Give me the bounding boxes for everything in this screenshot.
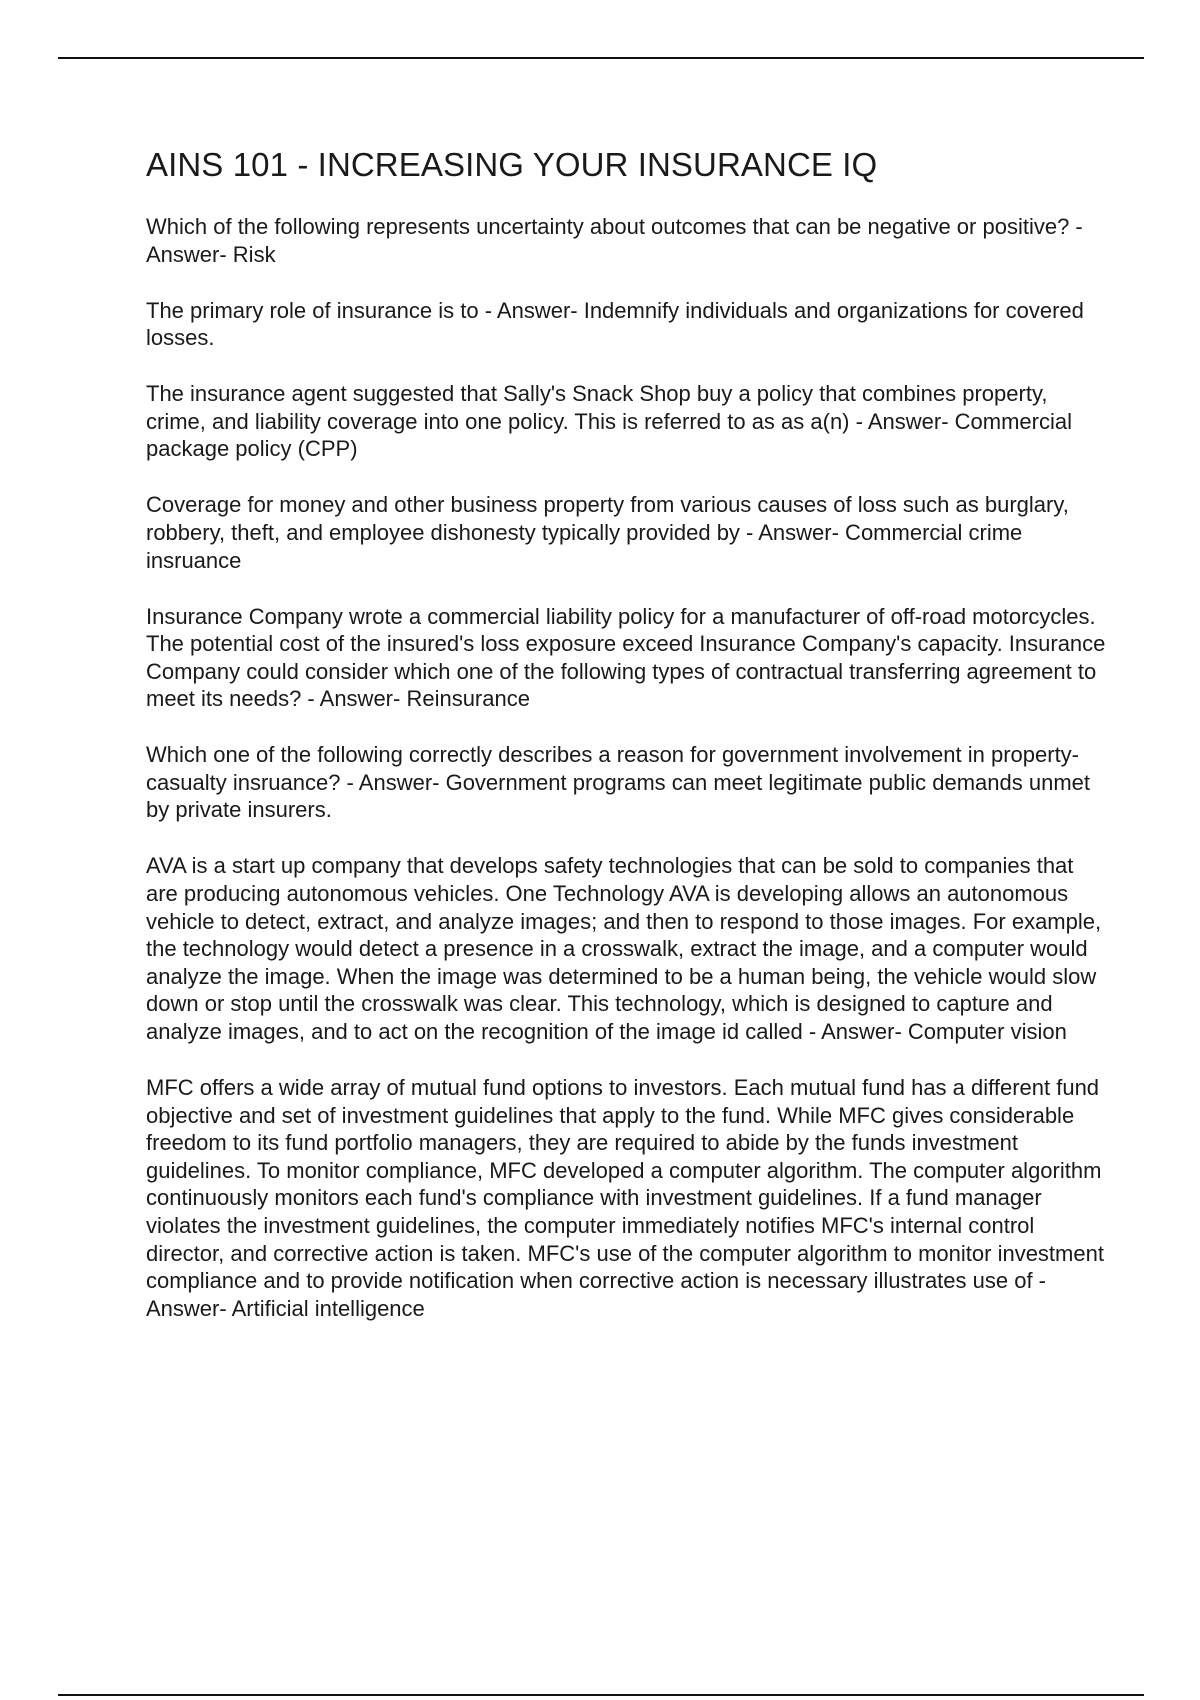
- document-body: [146, 143, 1106, 1351]
- qa-item-6: Which one of the following correctly describes a reason for government involvement in property-casualty insruance? - Answer- Government programs can meet legitimate public demands unmet by private insurers.: [146, 742, 1091, 823]
- qa-item-3: The insurance agent suggested that Sally's Snack Shop buy a policy that combines property, crime, and liability coverage into one policy. This is referred to as as a(n) - Answer- Commercial package policy (CPP): [146, 381, 1072, 462]
- qa-item-5: Insurance Company wrote a commercial liability policy for a manufacturer of off-road motorcycles. The potential cost of the insured's loss exposure exceed Insurance Company's capacity. Insurance Company could consider which one of the following types of contractual transferring agreement to meet its needs? - Answer- Reinsurance: [146, 603, 1106, 712]
- top-divider: [58, 57, 1144, 59]
- page-title: AINS 101 - INCREASING YOUR INSURANCE IQ: [146, 146, 878, 183]
- qa-item-1: Which of the following represents uncertainty about outcomes that can be negative or positive? - Answer- Risk: [146, 214, 1083, 267]
- bottom-divider: [58, 1694, 1144, 1696]
- qa-item-4: Coverage for money and other business property from various causes of loss such as burglary, robbery, theft, and employee dishonesty typically provided by - Answer- Commercial crime insruance: [146, 492, 1069, 573]
- qa-item-7: AVA is a start up company that develops safety technologies that can be sold to companies that are producing autonomous vehicles. One Technology AVA is developing allows an autonomous vehicle to detect, extract, and analyze images; and then to respond to those images. For example, the technology would detect a presence in a crosswalk, extract the image, and a computer would analyze the image. When the image was determined to be a human being, the vehicle would slow down or stop until the crosswalk was clear. This technology, which is designed to capture and analyze images, and to act on the recognition of the image id called - Answer- Computer vision: [146, 853, 1102, 1044]
- qa-item-8: MFC offers a wide array of mutual fund options to investors. Each mutual fund has a different fund objective and set of investment guidelines that apply to the fund. While MFC gives considerable freedom to its fund portfolio managers, they are required to abide by the funds investment guidelines. To monitor compliance, MFC developed a computer algorithm. The computer algorithm continuously monitors each fund's compliance with investment guidelines. If a fund manager violates the investment guidelines, the computer immediately notifies MFC's internal control director, and corrective action is taken. MFC's use of the computer algorithm to monitor investment compliance and to provide notification when corrective action is necessary illustrates use of - Answer- Artificial intelligence: [146, 1074, 1104, 1321]
- qa-item-2: The primary role of insurance is to - Answer- Indemnify individuals and organizations for covered losses.: [146, 297, 1084, 351]
